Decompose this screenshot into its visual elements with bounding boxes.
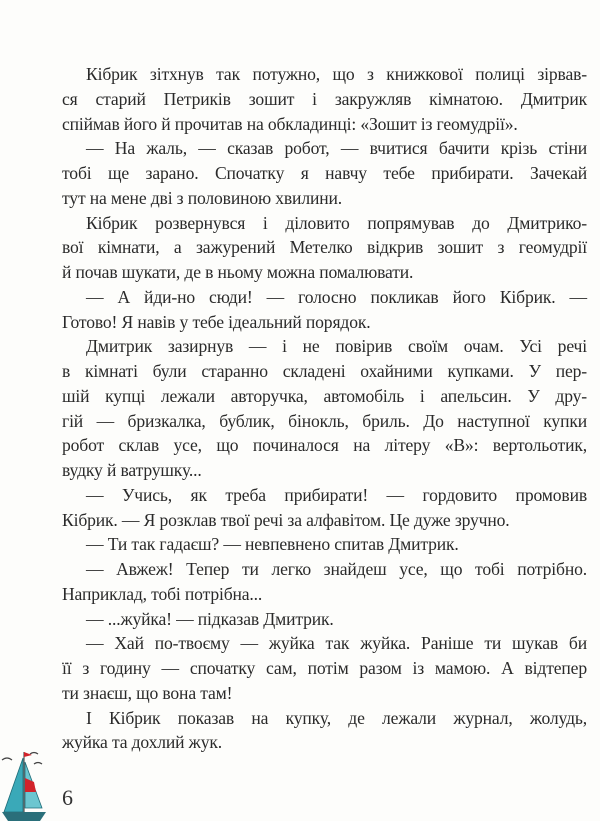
text-line: в кімнаті були старанно складені охайними купками. У пер- bbox=[62, 361, 587, 381]
text-line: тут на мене дві з половиною хвилини. bbox=[62, 187, 343, 208]
text-line: її з годину — спочатку сам, потім разом із мамою. А відтепер bbox=[62, 658, 587, 678]
text-line: Кібрик зітхнув так потужно, що з книжкової полиці зірвав- bbox=[86, 64, 587, 84]
text-line: жуйка та дохлий жук. bbox=[62, 732, 222, 753]
text-line: Наприклад, тобі потрібна... bbox=[62, 583, 263, 604]
text-line: І Кібрик показав на купку, де лежали журнал, жолудь, bbox=[86, 707, 587, 728]
sailboat-icon bbox=[0, 750, 48, 821]
text-line: гій — бризкалка, бублик, бінокль, бриль. До наступної купки bbox=[62, 410, 587, 431]
text-line: ся старий Петриків зошит і закружляв кімнатою. Дмитрик bbox=[62, 88, 587, 109]
story-text bbox=[62, 62, 587, 755]
text-line: вудку й ватрушку... bbox=[62, 460, 202, 480]
text-line: й почав шукати, де в ньому можна помалювати. bbox=[62, 262, 414, 282]
text-line: робот склав усе, що починалося на літеру «В»: вертольотик, bbox=[62, 435, 587, 456]
text-line: тобі ще зарано. Спочатку я навчу тебе прибирати. Зачекай bbox=[62, 163, 587, 183]
text-line: — Учись, як треба прибирати! — гордовито промовив bbox=[86, 484, 587, 505]
text-line: шій купці лежали авторучка, автомобіль і апельсин. У дру- bbox=[62, 385, 587, 406]
text-line: Кібрик розвернувся і діловито попрямував до Дмитрико- bbox=[86, 212, 587, 233]
text-line: — А йди-но сюди! — голосно покликав його Кібрик. — bbox=[86, 286, 587, 307]
text-line: Кібрик. — Я розклав твої речі за алфавітом. Це дуже зручно. bbox=[62, 509, 510, 530]
text-line: — Хай по-твоєму — жуйка так жуйка. Раніше ти шукав би bbox=[86, 633, 587, 654]
text-line: — На жаль, — сказав робот, — вчитися бачити крізь стіни bbox=[86, 138, 587, 159]
text-line: Дмитрик зазирнув — і не повірив своїм очам. Усі речі bbox=[86, 336, 587, 357]
text-line: Готово! Я навів у тебе ідеальний порядок. bbox=[62, 311, 371, 332]
text-line: — Ти так гадаєш? — невпевнено спитав Дмитрик. bbox=[86, 534, 459, 555]
page-number: 6 bbox=[62, 785, 73, 810]
text-line: вої кімнати, а зажурений Метелко відкрив зошит з геомудрії bbox=[62, 237, 587, 258]
text-line: — ...жуйка! — підказав Дмитрик. bbox=[86, 608, 334, 629]
text-line: ти знаєш, що вона там! bbox=[62, 682, 233, 703]
text-line: спіймав його й прочитав на обкладинці: «Зошит із геомудрії». bbox=[62, 113, 518, 134]
text-line: — Авжеж! Тепер ти легко знайдеш усе, що тобі потрібно. bbox=[86, 559, 587, 579]
